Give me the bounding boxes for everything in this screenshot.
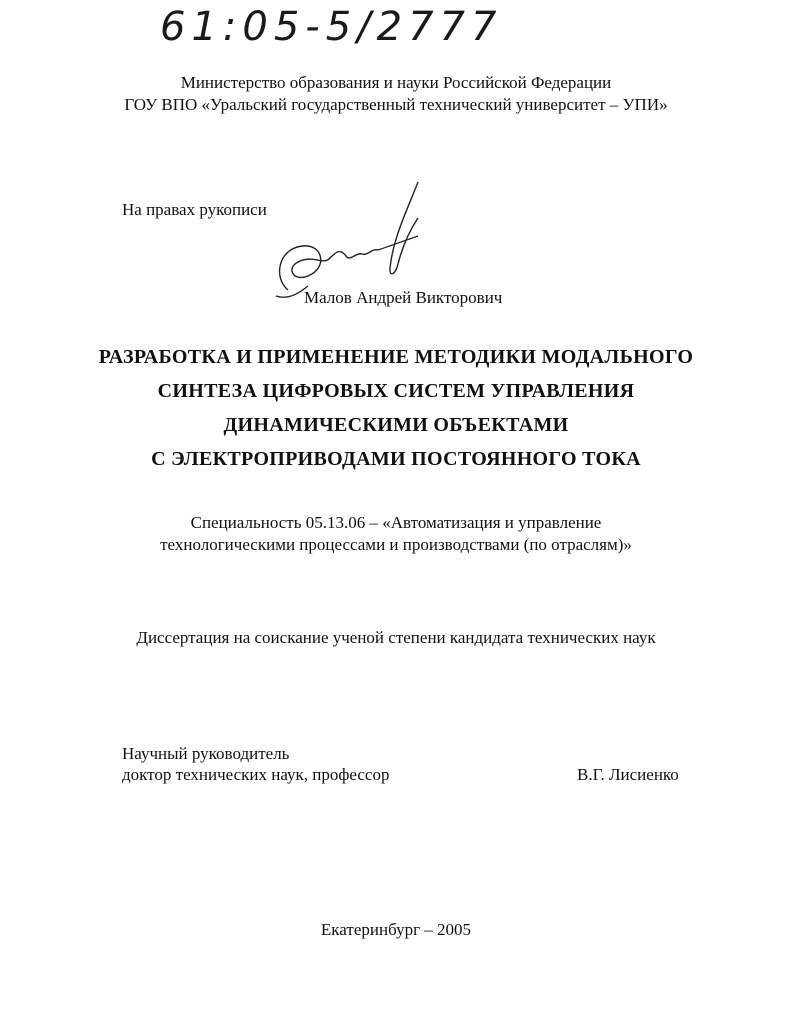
title-line-4: С ЭЛЕКТРОПРИВОДАМИ ПОСТОЯННОГО ТОКА xyxy=(151,448,641,470)
advisor-name: В.Г. Лисиенко xyxy=(577,765,679,784)
author-signature xyxy=(268,178,438,303)
archive-number-handwritten: 61:05-5/2777 xyxy=(160,4,503,50)
university-line: ГОУ ВПО «Уральский государственный технический университет – УПИ» xyxy=(124,95,668,114)
author-name: Малов Андрей Викторович xyxy=(304,288,503,307)
title-line-1: РАЗРАБОТКА И ПРИМЕНЕНИЕ МЕТОДИКИ МОДАЛЬНОГО xyxy=(98,346,694,368)
specialty-line-1: Специальность 05.13.06 – «Автоматизация и управление xyxy=(190,513,602,532)
advisor-role: Научный руководитель xyxy=(122,744,290,763)
title-line-3: ДИНАМИЧЕСКИМИ ОБЪЕКТАМИ xyxy=(223,414,569,436)
ministry-line: Министерство образования и науки Российской Федерации xyxy=(180,73,612,92)
title-line-2: СИНТЕЗА ЦИФРОВЫХ СИСТЕМ УПРАВЛЕНИЯ xyxy=(157,380,635,402)
specialty-line-2: технологическими процессами и производствами (по отраслям)» xyxy=(160,535,632,554)
place-year: Екатеринбург – 2005 xyxy=(320,920,472,939)
dissertation-statement: Диссертация на соискание ученой степени кандидата технических наук xyxy=(136,628,656,647)
manuscript-note: На правах рукописи xyxy=(122,200,267,219)
advisor-degree: доктор технических наук, профессор xyxy=(122,765,390,784)
